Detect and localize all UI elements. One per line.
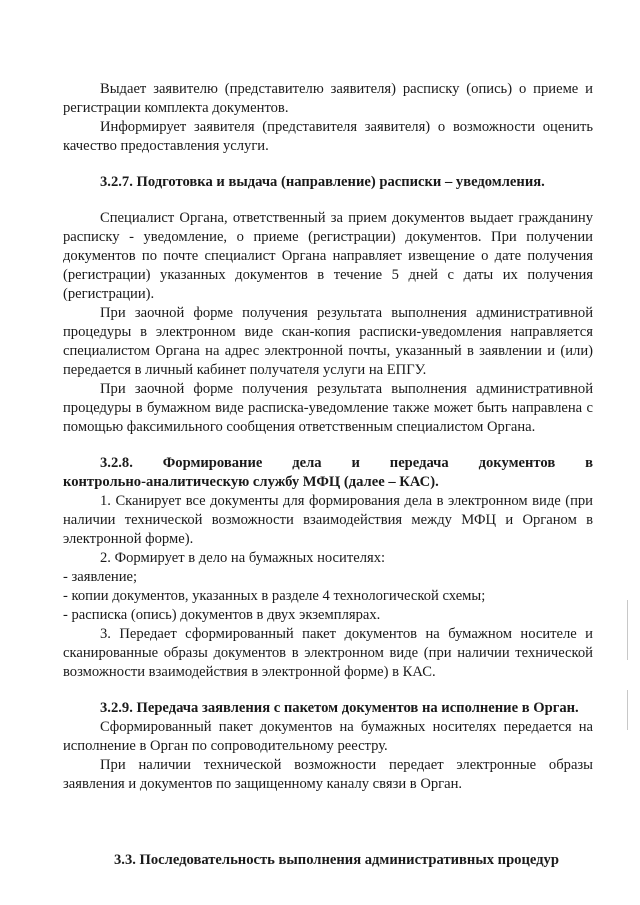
- paragraph-receipt: Выдает заявителю (представителю заявителя) расписку (опись) о приеме и регистрации комплекта документов.: [63, 81, 593, 116]
- section-heading-3-2-8: [63, 454, 593, 473]
- paragraph-package: Сформированный пакет документов на бумажных носителях передается на исполнение в Орган по сопроводительному реестру.: [63, 719, 593, 754]
- scan-artifact: [627, 690, 628, 730]
- heading-word: в: [585, 455, 593, 471]
- heading-word: Формирование: [162, 455, 263, 471]
- heading-word: 3.2.8.: [100, 455, 133, 471]
- list-item: - расписка (опись) документов в двух экземплярах.: [63, 607, 381, 623]
- list-item: - заявление;: [63, 569, 138, 585]
- heading-word: и: [351, 455, 360, 471]
- paragraph-electronic-images: При наличии технической возможности передает электронные образы заявления и документов по защищенному каналу связи в Орган.: [63, 757, 593, 792]
- heading-word: документов: [478, 455, 556, 471]
- document-body: [63, 80, 593, 870]
- section-heading-3-2-8-continued: контрольно-аналитическую службу МФЦ (далее – КАС).: [63, 474, 439, 490]
- paragraph-form-case: 2. Формирует в дело на бумажных носителях:: [100, 550, 386, 566]
- section-heading-3-2-9: 3.2.9. Передача заявления с пакетом документов на исполнение в Орган.: [100, 700, 579, 716]
- section-heading-3-2-7: 3.2.7. Подготовка и выдача (направление) расписки – уведомления.: [100, 174, 545, 190]
- heading-word: передача: [389, 455, 449, 471]
- paragraph-inform: Информирует заявителя (представителя заявителя) о возможности оценить качество предоставления услуги.: [63, 119, 593, 154]
- paragraph-electronic-form: При заочной форме получения результата выполнения административной процедуры в электронном виде скан-копия расписки-уведомления направляется специалистом Органа на адрес электронной почты, указанный в заявлении и (или) передается в личный кабинет получателя услуги на ЕПГУ.: [63, 305, 593, 378]
- paragraph-specialist: Специалист Органа, ответственный за прием документов выдает гражданину расписку - уведомление, о приеме (регистрации) документов. При получении документов по почте специалист Органа направляет извещение о дате получения (регистрации) указанных документов в течение 5 дней с даты их получения (регистрации).: [63, 210, 593, 302]
- paragraph-scan: 1. Сканирует все документы для формирования дела в электронном виде (при наличии технической возможности взаимодействия между МФЦ и Органом в электронной форме).: [63, 493, 593, 547]
- list-item: - копии документов, указанных в разделе 4 технологической схемы;: [63, 588, 486, 604]
- paragraph-paper-form: При заочной форме получения результата выполнения административной процедуры в бумажном виде расписка-уведомление также может быть направлена с помощью факсимильного сообщения ответственным специалистом Органа.: [63, 381, 593, 435]
- scan-artifact: [627, 600, 628, 660]
- section-heading-3-3: 3.3. Последовательность выполнения административных процедур: [114, 852, 559, 868]
- paragraph-transfer: 3. Передает сформированный пакет документов на бумажном носителе и сканированные образы документов в электронном виде (при наличии технической возможности взаимодействия в электронной форме) в КАС.: [63, 626, 593, 680]
- heading-word: дела: [292, 455, 322, 471]
